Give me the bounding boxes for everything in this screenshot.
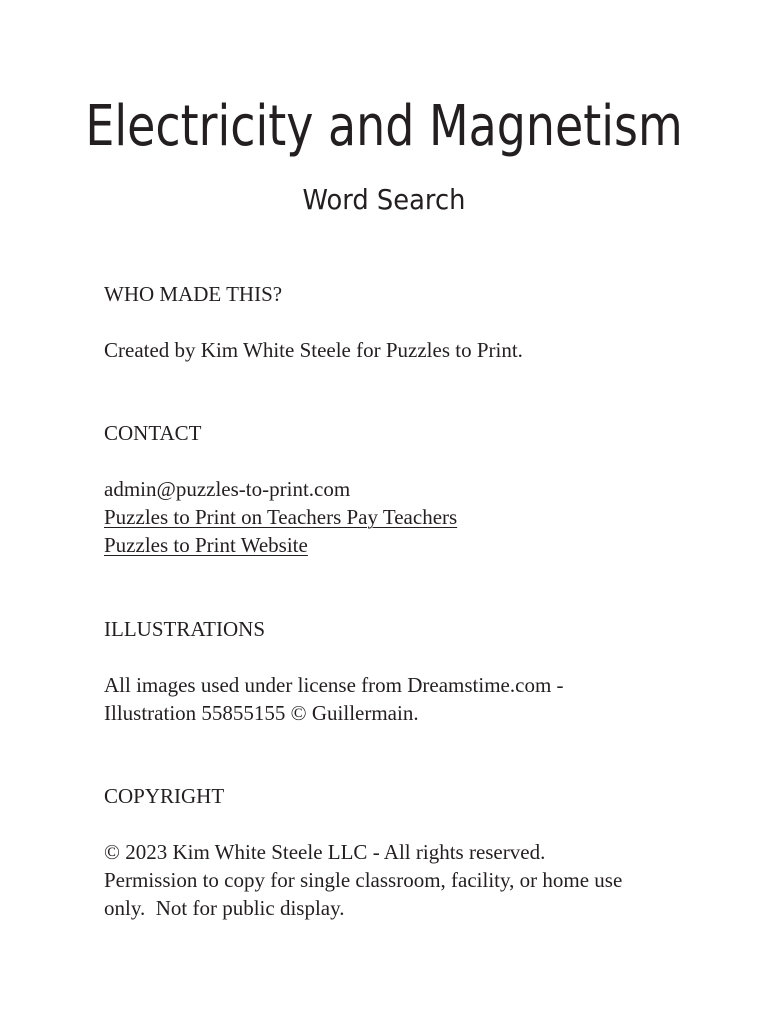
- who-text: Created by Kim White Steele for Puzzles to Print.: [104, 338, 523, 362]
- contact-email: admin@puzzles-to-print.com: [104, 477, 351, 501]
- illustrations-line-2: Illustration 55855155 © Guillermain.: [104, 701, 419, 725]
- copyright-line-2: Permission to copy for single classroom, facility, or home use: [104, 868, 623, 892]
- copyright-line-1: © 2023 Kim White Steele LLC - All rights reserved.: [104, 840, 546, 864]
- tpt-link[interactable]: Puzzles to Print on Teachers Pay Teachers: [104, 505, 458, 529]
- page-title: Electricity and Magnetism: [85, 94, 683, 159]
- page-subtitle: Word Search: [302, 183, 466, 216]
- website-link[interactable]: Puzzles to Print Website: [104, 533, 308, 557]
- copyright-line-3: only. Not for public display.: [104, 896, 345, 920]
- illustrations-line-1: All images used under license from Dreamstime.com -: [104, 673, 564, 697]
- copyright-heading: COPYRIGHT: [104, 784, 225, 808]
- contact-heading: CONTACT: [104, 421, 202, 445]
- illustrations-heading: ILLUSTRATIONS: [104, 617, 265, 641]
- who-heading: WHO MADE THIS?: [104, 282, 283, 306]
